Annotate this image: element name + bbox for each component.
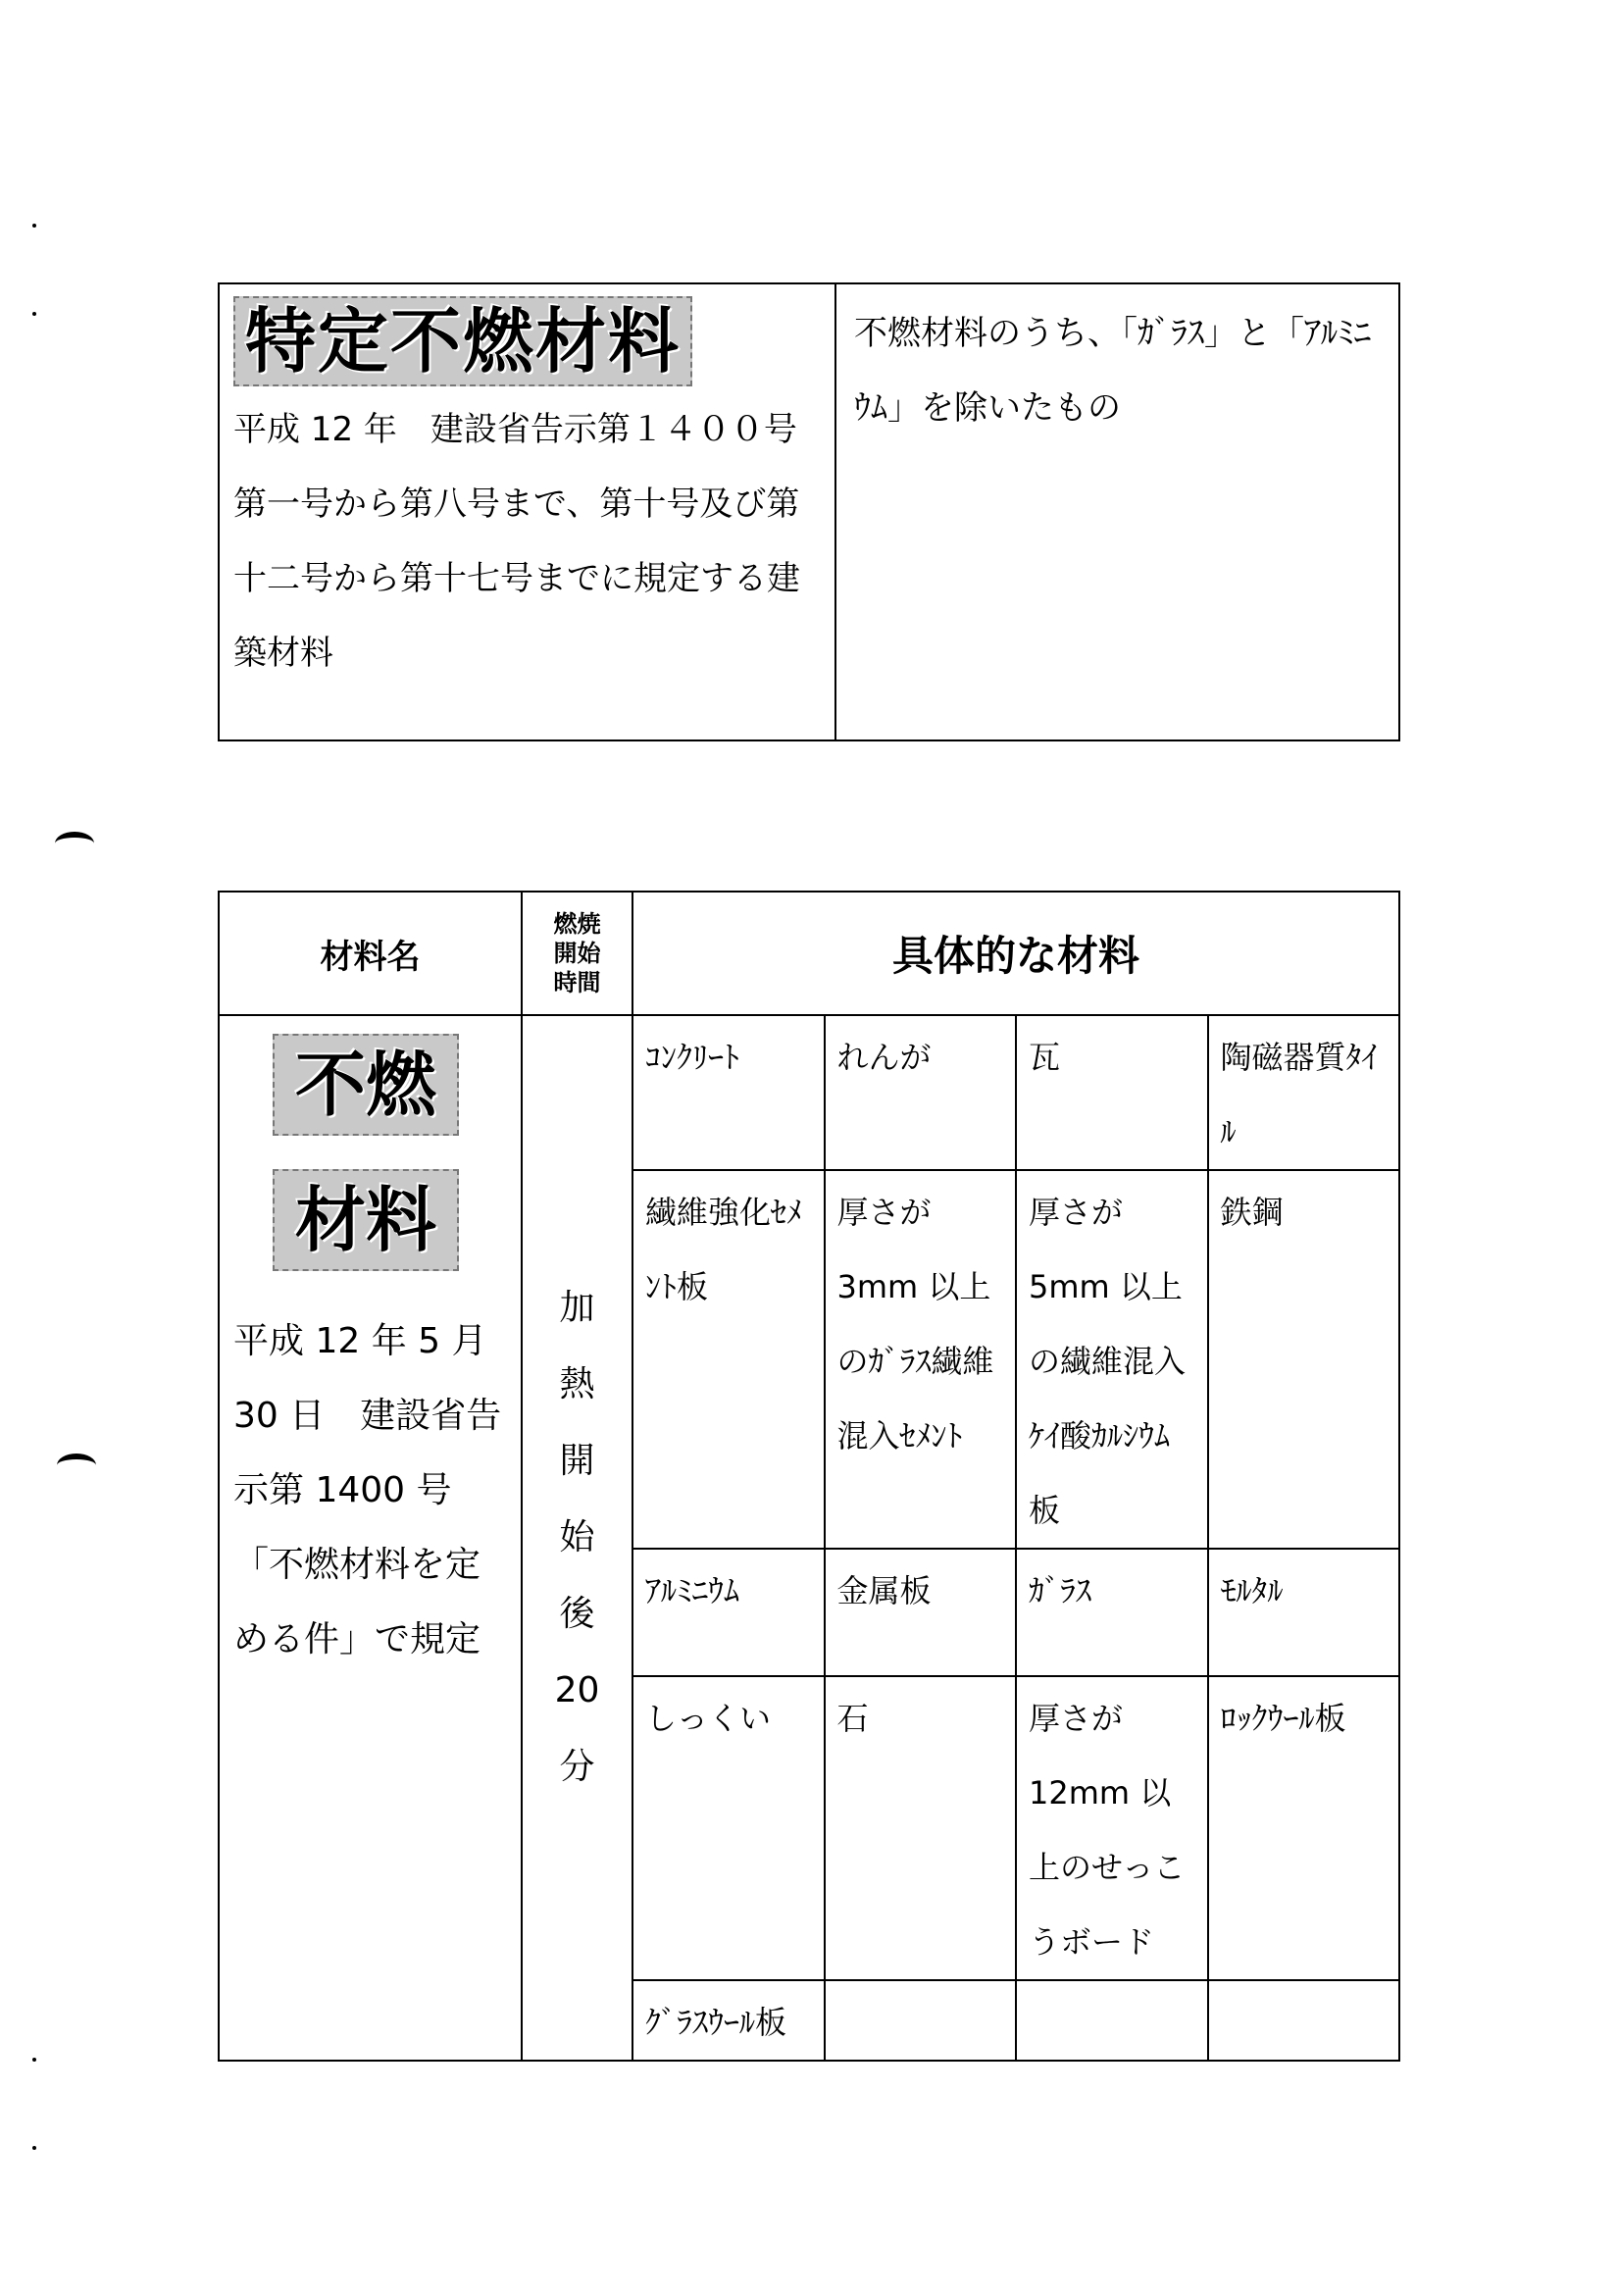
time-char: 後 [559,1594,595,1634]
material-name-cell [219,1015,522,2061]
material-cell: しっくい [632,1676,825,1980]
scan-dot [32,2058,36,2062]
material-cell: れんが [825,1015,1017,1170]
material-cell: 厚さが 5mm 以上の繊維混入ｹｲ酸ｶﾙｼｳﾑ板 [1016,1170,1208,1549]
time-char: 分 [559,1747,595,1787]
legal-reference: 平成 12 年 建設省告示第１４００号第一号から第八号まで、第十号及び第十二号から第十七号までに規定する建築材料 [233,410,800,673]
material-cell: 鉄鋼 [1208,1170,1400,1549]
material-cell: 厚さが 3mm 以上のｶﾞﾗｽ繊維混入ｾﾒﾝﾄ [825,1170,1017,1549]
title-cell [219,283,835,740]
header-material-name: 材料名 [219,892,522,1015]
material-cell: ﾓﾙﾀﾙ [1208,1549,1400,1676]
material-cell: ｺﾝｸﾘｰﾄ [632,1015,825,1170]
nonflammable-materials-table [218,891,1400,2062]
header-ignition-time-label: 燃焼開始時間 [553,910,601,996]
material-cell [1016,1980,1208,2061]
material-cell [825,1980,1017,2061]
material-cell [1208,1980,1400,2061]
time-char: 熱 [559,1364,595,1404]
material-legal-reference: 平成 12 年 5 月 30 日 建設省告示第 1400 号「不燃材料を定める件」で規定 [233,1321,502,1659]
time-char: 20 [554,1670,600,1710]
specific-nonflammable-table [218,282,1400,741]
scan-dot [32,312,36,316]
header-ignition-time [522,892,632,1015]
material-cell: 瓦 [1016,1015,1208,1170]
material-cell: 石 [825,1676,1017,1980]
time-char: 始 [559,1517,595,1557]
time-char: 開 [559,1441,595,1481]
punch-hole-mark [55,832,94,855]
section-title: 特定不燃材料 [233,296,692,386]
definition-cell: 不燃材料のうち、「ｶﾞﾗｽ」と「ｱﾙﾐﾆｳﾑ」を除いたもの [835,283,1399,740]
scan-dot [32,224,36,228]
material-name-big-line1: 不燃 [273,1034,459,1136]
material-cell: ｶﾞﾗｽ [1016,1549,1208,1676]
material-cell: ﾛｯｸｳｰﾙ板 [1208,1676,1400,1980]
punch-hole-mark [57,1454,96,1477]
time-char: 加 [559,1288,595,1328]
material-cell: 金属板 [825,1549,1017,1676]
material-cell: 陶磁器質ﾀｲﾙ [1208,1015,1400,1170]
scan-dot [32,2146,36,2150]
material-name-big-line2: 材料 [273,1169,459,1271]
material-cell: 繊維強化ｾﾒﾝﾄ板 [632,1170,825,1549]
material-name-big [273,1034,459,1271]
material-cell: ｸﾞﾗｽｳｰﾙ板 [632,1980,825,2061]
header-specific-materials: 具体的な材料 [632,892,1399,1015]
material-cell: 厚さが 12mm 以上のせっこうボード [1016,1676,1208,1980]
material-cell: ｱﾙﾐﾆｳﾑ [632,1549,825,1676]
ignition-time-cell [522,1015,632,2061]
